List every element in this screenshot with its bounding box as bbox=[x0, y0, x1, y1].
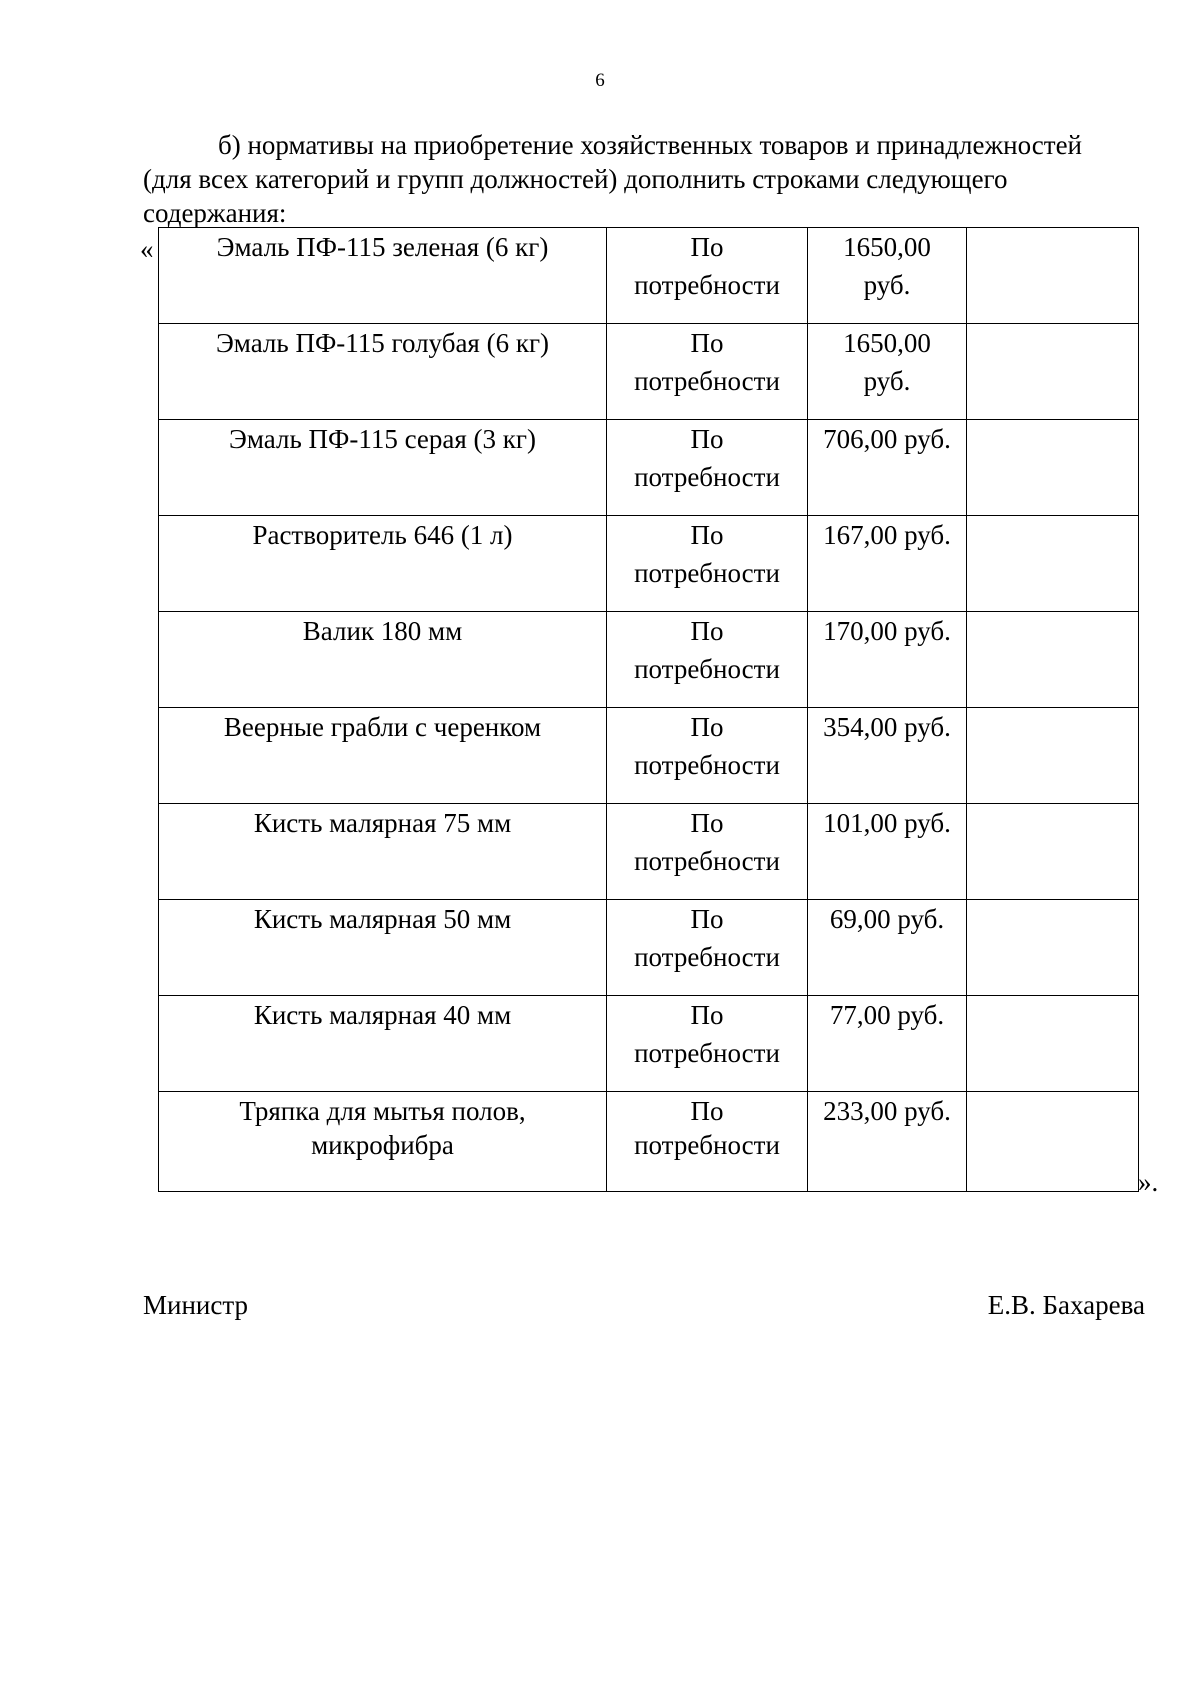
page-number: 6 bbox=[595, 70, 605, 91]
item-price-cell bbox=[808, 804, 967, 900]
quantity-line: По bbox=[690, 232, 724, 262]
item-price-cell bbox=[808, 516, 967, 612]
intro-line: содержания: bbox=[143, 198, 287, 228]
signer-name: Е.В. Бахарева bbox=[987, 1290, 1145, 1320]
item-name: Валик 180 мм bbox=[302, 616, 463, 646]
quantity-line: потребности bbox=[634, 654, 780, 684]
item-name-cell bbox=[159, 612, 607, 708]
item-quantity-cell bbox=[607, 996, 808, 1092]
item-name: Кисть малярная 50 мм bbox=[253, 904, 512, 934]
closing-quote: ». bbox=[1138, 1167, 1159, 1197]
item-name: Растворитель 646 (1 л) bbox=[252, 520, 513, 550]
item-name-cell bbox=[159, 516, 607, 612]
item-name-cell bbox=[159, 420, 607, 516]
quantity-line: По bbox=[690, 616, 724, 646]
item-quantity-cell bbox=[607, 420, 808, 516]
item-name: Кисть малярная 40 мм bbox=[253, 1000, 512, 1030]
quantity-line: потребности bbox=[634, 750, 780, 780]
item-extra-cell bbox=[967, 804, 1139, 900]
item-name-cell bbox=[159, 804, 607, 900]
price-line: 1650,00 bbox=[843, 328, 931, 358]
quantity-line: По bbox=[690, 1096, 724, 1126]
price-line: 1650,00 bbox=[843, 232, 931, 262]
table-row bbox=[159, 804, 1139, 900]
item-extra-cell bbox=[967, 324, 1139, 420]
item-name: Эмаль ПФ-115 зеленая (6 кг) bbox=[216, 232, 549, 262]
price-line: руб. bbox=[863, 270, 911, 300]
quantity-line: По bbox=[690, 808, 724, 838]
quantity-line: потребности bbox=[634, 1038, 780, 1068]
quantity-line: По bbox=[690, 904, 724, 934]
price-line: 170,00 руб. bbox=[823, 616, 951, 646]
item-name-line: микрофибра bbox=[311, 1130, 454, 1160]
items-table bbox=[158, 227, 1139, 1192]
item-name bbox=[163, 1092, 602, 1162]
item-quantity-cell bbox=[607, 708, 808, 804]
item-name-cell bbox=[159, 324, 607, 420]
item-name: Эмаль ПФ-115 голубая (6 кг) bbox=[215, 328, 550, 358]
item-quantity-cell bbox=[607, 900, 808, 996]
price-line: 69,00 руб. bbox=[829, 904, 945, 934]
quantity-line: По bbox=[690, 712, 724, 742]
item-price-cell bbox=[808, 1092, 967, 1192]
item-extra-cell bbox=[967, 1092, 1139, 1192]
item-extra-cell bbox=[967, 420, 1139, 516]
item-extra-cell bbox=[967, 516, 1139, 612]
intro-line: б) нормативы на приобретение хозяйственных товаров и принадлежностей bbox=[218, 130, 1082, 160]
item-extra-cell bbox=[967, 708, 1139, 804]
item-price-cell bbox=[808, 708, 967, 804]
quantity-line: По bbox=[690, 520, 724, 550]
item-extra-cell bbox=[967, 996, 1139, 1092]
item-price-cell bbox=[808, 228, 967, 324]
table-row bbox=[159, 612, 1139, 708]
quantity-line: потребности bbox=[634, 942, 780, 972]
table-row bbox=[159, 900, 1139, 996]
table-row bbox=[159, 516, 1139, 612]
item-quantity-cell bbox=[607, 612, 808, 708]
item-extra-cell bbox=[967, 612, 1139, 708]
quantity-line: потребности bbox=[634, 462, 780, 492]
signer-title: Министр bbox=[143, 1290, 248, 1320]
quantity-line: По bbox=[690, 424, 724, 454]
item-quantity-cell bbox=[607, 1092, 808, 1192]
quantity-line: потребности bbox=[634, 846, 780, 876]
price-line: 706,00 руб. bbox=[823, 424, 951, 454]
price-line: 77,00 руб. bbox=[829, 1000, 945, 1030]
item-name: Кисть малярная 75 мм bbox=[253, 808, 512, 838]
item-name: Веерные грабли с черенком bbox=[223, 712, 542, 742]
item-price-cell bbox=[808, 324, 967, 420]
quantity-line: По bbox=[690, 328, 724, 358]
intro-paragraph bbox=[143, 128, 1143, 230]
item-name-cell bbox=[159, 1092, 607, 1192]
item-price-cell bbox=[808, 612, 967, 708]
table-row bbox=[159, 228, 1139, 324]
table-row bbox=[159, 1092, 1139, 1192]
item-name: Эмаль ПФ-115 серая (3 кг) bbox=[229, 424, 536, 454]
price-line: 233,00 руб. bbox=[823, 1096, 951, 1126]
item-price-cell bbox=[808, 996, 967, 1092]
item-extra-cell bbox=[967, 900, 1139, 996]
item-name-cell bbox=[159, 996, 607, 1092]
item-quantity-cell bbox=[607, 804, 808, 900]
intro-line: (для всех категорий и групп должностей) дополнить строками следующего bbox=[143, 164, 1008, 194]
item-name-line: Тряпка для мытья полов, bbox=[239, 1096, 526, 1126]
quantity-line: потребности bbox=[634, 1130, 780, 1160]
opening-quote: « bbox=[140, 234, 154, 264]
quantity-line: потребности bbox=[634, 270, 780, 300]
item-name-cell bbox=[159, 228, 607, 324]
quantity-line: По bbox=[690, 1000, 724, 1030]
item-price-cell bbox=[808, 420, 967, 516]
table-row bbox=[159, 324, 1139, 420]
table-row bbox=[159, 996, 1139, 1092]
item-extra-cell bbox=[967, 228, 1139, 324]
quantity-line: потребности bbox=[634, 366, 780, 396]
item-price-cell bbox=[808, 900, 967, 996]
table-row bbox=[159, 420, 1139, 516]
item-quantity-cell bbox=[607, 324, 808, 420]
item-quantity-cell bbox=[607, 516, 808, 612]
item-name-cell bbox=[159, 708, 607, 804]
price-line: 354,00 руб. bbox=[823, 712, 951, 742]
table-row bbox=[159, 708, 1139, 804]
item-name-cell bbox=[159, 900, 607, 996]
price-line: руб. bbox=[863, 366, 911, 396]
quantity-line: потребности bbox=[634, 558, 780, 588]
price-line: 101,00 руб. bbox=[823, 808, 951, 838]
price-line: 167,00 руб. bbox=[823, 520, 951, 550]
item-quantity bbox=[611, 1092, 803, 1162]
item-quantity-cell bbox=[607, 228, 808, 324]
